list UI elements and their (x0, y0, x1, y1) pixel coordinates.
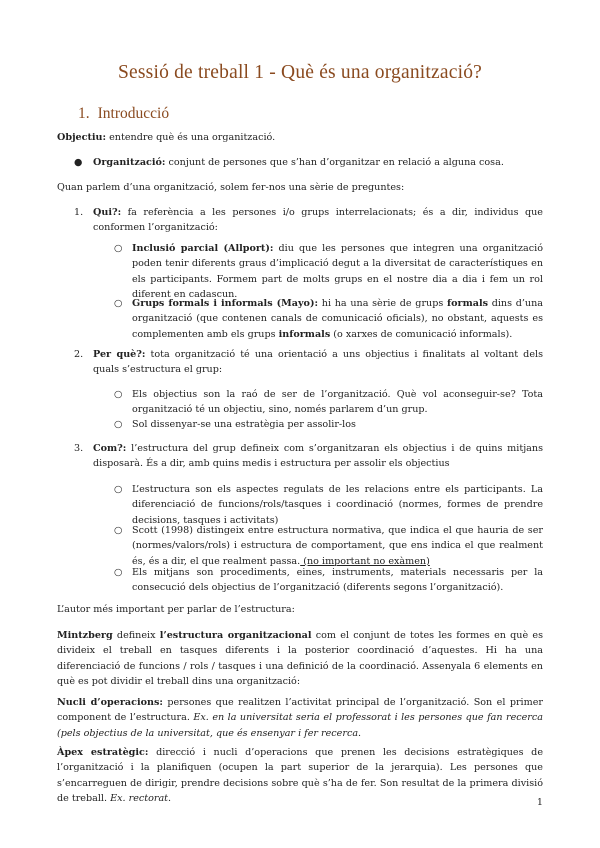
q1-paragraph (93, 205, 543, 236)
objectiu-paragraph (57, 130, 543, 145)
q3-sub2-note: (no important no exàmen) (300, 555, 430, 567)
q3-sub1: L’estructura son els aspectes regulats de les relacions entre els participants. La diferenciació de funcions/rols/tasques i coordinació (normes, formes de prendre decisions, tasques i activitats) (132, 484, 543, 526)
page-title: Sessió de treball 1 - Què és una organització? (117, 62, 483, 83)
apex-example: Ex. rectorat. (110, 793, 172, 805)
mintzberg-text2: com el conjunt de totes les formes en què es divideix el treball en tasques diferents i la posterior coordinació d’aquestes. Hi ha una diferenciació de funcions / rols / tasques i una definició de la coordinació. Assenyala 6 elements en què es pot dividir el treball dins una organització: (57, 630, 543, 688)
q3-sub2 (132, 523, 543, 569)
q2-paragraph (93, 347, 543, 378)
q3-number: 3. (74, 443, 84, 454)
informals-term: informals (278, 328, 331, 340)
mintzberg-label: Mintzberg (57, 630, 113, 641)
apex-paragraph (57, 745, 543, 807)
estructura-term: l’estructura organitzacional (159, 630, 312, 641)
hollow-circle-bullet-icon: ○ (114, 567, 123, 578)
q3-sub2-text: Scott (1998) distingeix entre estructura normativa, que indica el que hauria de ser (normes/valors/rols) i estructura de comportament, que ens indica el que realment és, és a dir, el que realment passa. (132, 525, 543, 567)
hollow-circle-bullet-icon: ○ (114, 525, 123, 536)
mintzberg-paragraph (57, 628, 543, 690)
section-title: Introducció (97, 105, 170, 122)
formals-term: formals (447, 298, 488, 309)
hollow-circle-bullet-icon: ○ (114, 389, 123, 400)
q1-number: 1. (74, 207, 84, 218)
q3-paragraph (93, 441, 543, 472)
apex-label: Àpex estratègic: (57, 747, 149, 758)
nucli-paragraph (57, 695, 543, 741)
section-number: 1. (78, 105, 90, 122)
q2-label: Per què?: (93, 349, 146, 360)
q1-sub2-text2: dins d’una organització (que contenen canals de comunicació oficials), no obstant, aquests es complementen amb els grups (132, 298, 544, 340)
q3-text: l’estructura del grup defineix com s’organitzaran els objectius i de quins mitjans disposarà. És a dir, amb quins medis i estructura per assolir els objectius (93, 443, 543, 470)
hollow-circle-bullet-icon: ○ (114, 243, 123, 254)
q2-number: 2. (74, 349, 84, 360)
organitzacio-text: conjunt de persones que s’han d’organitzar en relació a alguna cosa. (165, 157, 504, 168)
hollow-circle-bullet-icon: ○ (114, 484, 123, 495)
q1-sub2-text1: hi ha una sèrie de grups (318, 298, 447, 309)
objectiu-label: Objectiu: (57, 132, 107, 143)
q1-sub2-label: Grups formals i informals (Mayo): (132, 298, 319, 309)
apex-text: direcció i nucli d’operacions que prenen les decisions estratègiques de l’organització i la planifiquen (ocupen la part superior de la jerarquia). Les persones que s’encarreguen de dirigir, prendre decisions sobre què s’ha de fer. Son resultat de la primera divisió de treball. (57, 747, 544, 805)
hollow-circle-bullet-icon: ○ (114, 419, 123, 430)
q1-text: fa referència a les persones i/o grups interrelacionats; és a dir, individus que conformen l’organització: (93, 207, 543, 234)
q1-sub1 (132, 241, 543, 303)
q3-sub3: Els mitjans son procediments, eines, instruments, materials necessaris per la consecució dels objectius de l’organització (diferents segons l’organització). (132, 567, 543, 594)
q1-label: Qui?: (93, 207, 122, 218)
nucli-label: Nucli d’operacions: (57, 697, 163, 708)
objectiu-text: entendre què és una organització. (106, 132, 276, 143)
q1-sub1-text: diu que les persones que integren una organització poden tenir diferents graus d’implicació degut a la diversitat de característiques en els participants. Formem part de molts grups en el nostre dia a dia i fem un rol diferent en cadascun. (132, 243, 543, 301)
nucli-example: Ex. en la universitat seria el professorat i les persones que fan recerca (pels objectius de la universitat, que és ensenyar i fer recerca. (57, 712, 543, 739)
nucli-text: persones que realitzen l’activitat principal de l’organització. Son el primer component de l’estructura. (57, 697, 543, 724)
section-heading (78, 105, 169, 123)
q2-sub1: Els objectius son la raó de ser de l’organització. Què vol aconseguir-se? Tota organització té un objectiu, sino, només parlarem d’un grup. (132, 389, 543, 416)
filled-circle-bullet-icon: ● (74, 157, 83, 168)
intro-questions: Quan parlem d’una organització, solem fer-nos una sèrie de preguntes: (57, 182, 405, 193)
q1-sub2-text3: (o xarxes de comunicació informals). (330, 328, 513, 340)
q2-sub2: Sol dissenyar-se una estratègia per assolir-los (132, 419, 356, 430)
q1-sub1-label: Inclusió parcial (Allport): (132, 243, 274, 254)
bullet-organitzacio (93, 155, 543, 170)
mintzberg-text1: defineix (112, 630, 160, 641)
page-number: 1 (536, 797, 543, 808)
organitzacio-label: Organització: (93, 157, 166, 168)
q3-label: Com?: (93, 443, 127, 454)
autor-paragraph: L’autor més important per parlar de l’estructura: (57, 604, 295, 615)
q1-sub2 (132, 296, 543, 342)
hollow-circle-bullet-icon: ○ (114, 298, 123, 309)
q2-text: tota organització té una orientació a uns objectius i finalitats al voltant dels quals s’estructura el grup: (93, 349, 543, 376)
